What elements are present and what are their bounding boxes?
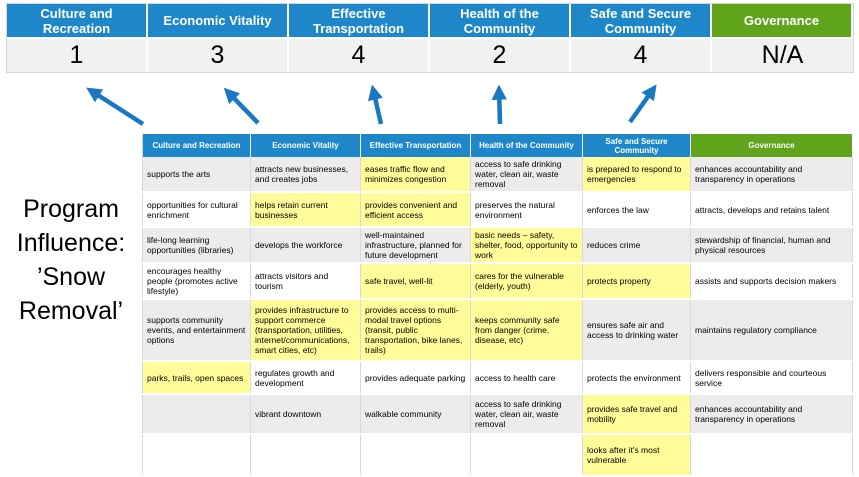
matrix-row-4 [143, 263, 853, 299]
matrix-cell [143, 394, 251, 434]
matrix-cell: attracts new businesses, and creates jobs [251, 157, 361, 192]
influence-matrix [142, 134, 853, 477]
matrix-cell: attracts, develops and retains talent [691, 192, 853, 227]
matrix-cell [471, 434, 583, 476]
summary-score-2: 3 [148, 39, 289, 72]
matrix-cell: basic needs – safety, shelter, food, opportunity to work [471, 227, 583, 263]
matrix-cell: supports community events, and entertainment options [143, 299, 251, 361]
matrix-cell: regulates growth and development [251, 361, 361, 394]
summary-score-5: 4 [571, 39, 712, 72]
matrix-cell [691, 434, 853, 476]
matrix-cell: walkable community [361, 394, 471, 434]
summary-header-6: Governance [712, 4, 853, 37]
matrix-cell: provides safe travel and mobility [583, 394, 691, 434]
matrix-cell: parks, trails, open spaces [143, 361, 251, 394]
matrix-cell: maintains regulatory compliance [691, 299, 853, 361]
matrix-cell: ensures safe air and access to drinking water [583, 299, 691, 361]
matrix-cell: protects the environment [583, 361, 691, 394]
matrix-cell: supports the arts [143, 157, 251, 192]
matrix-cell: helps retain current businesses [251, 192, 361, 227]
matrix-cell: vibrant downtown [251, 394, 361, 434]
summary-header-2: Economic Vitality [148, 4, 289, 37]
matrix-row-2 [143, 192, 853, 227]
matrix-col-header-5: Safe and Secure Community [583, 134, 691, 157]
matrix-cell: enhances accountability and transparency in operations [691, 157, 853, 192]
matrix-row-3 [143, 227, 853, 263]
summary-score-6: N/A [712, 39, 853, 72]
matrix-cell: provides access to multi-modal travel options (transit, public transportation, bike lanes, trails) [361, 299, 471, 361]
matrix-cell: keeps community safe from danger (crime, disease, etc) [471, 299, 583, 361]
matrix-col-header-6: Governance [691, 134, 853, 157]
matrix-cell [143, 434, 251, 476]
matrix-cell: develops the workforce [251, 227, 361, 263]
matrix-cell: protects property [583, 263, 691, 299]
matrix-cell: attracts visitors and tourism [251, 263, 361, 299]
matrix-cell: well-maintained infrastructure, planned for future development [361, 227, 471, 263]
matrix-cell: cares for the vulnerable (elderly, youth) [471, 263, 583, 299]
matrix-row-6 [143, 361, 853, 394]
summary-score-1: 1 [7, 39, 148, 72]
matrix-cell: eases traffic flow and minimizes congestion [361, 157, 471, 192]
matrix-cell: provides convenient and efficient access [361, 192, 471, 227]
matrix-cell: delivers responsible and courteous service [691, 361, 853, 394]
matrix-cell: access to health care [471, 361, 583, 394]
matrix-row-7 [143, 394, 853, 434]
matrix-row-1 [143, 157, 853, 192]
summary-header-5: Safe and Secure Community [571, 4, 712, 37]
matrix-cell: provides adequate parking [361, 361, 471, 394]
matrix-cell: opportunities for cultural enrichment [143, 192, 251, 227]
matrix-cell: reduces crime [583, 227, 691, 263]
matrix-cell: looks after it's most vulnerable [583, 434, 691, 476]
matrix-cell: preserves the natural environment [471, 192, 583, 227]
influence-arrows [0, 0, 859, 134]
matrix-col-header-1: Culture and Recreation [143, 134, 251, 157]
influence-arrow-2 [227, 91, 258, 123]
matrix-row-5 [143, 299, 853, 361]
influence-arrow-5 [630, 88, 654, 122]
matrix-cell: is prepared to respond to emergencies [583, 157, 691, 192]
influence-arrow-3 [373, 89, 381, 124]
matrix-col-header-3: Effective Transportation [361, 134, 471, 157]
matrix-cell [251, 434, 361, 476]
influence-arrow-1 [90, 90, 143, 124]
matrix-cell: enhances accountability and transparency in operations [691, 394, 853, 434]
matrix-cell [361, 434, 471, 476]
influence-arrow-4 [499, 89, 500, 124]
matrix-col-header-4: Health of the Community [471, 134, 583, 157]
matrix-cell: access to safe drinking water, clean air, waste removal [471, 394, 583, 434]
matrix-row-8 [143, 434, 853, 476]
summary-header-1: Culture and Recreation [7, 4, 148, 37]
matrix-cell: access to safe drinking water, clean air, waste removal [471, 157, 583, 192]
program-influence-title: Program Influence: ’Snow Removal’ [16, 195, 126, 325]
matrix-col-header-2: Economic Vitality [251, 134, 361, 157]
summary-header-4: Health of the Community [430, 4, 571, 37]
matrix-cell: enforces the law [583, 192, 691, 227]
summary-header-3: Effective Transportation [289, 4, 430, 37]
matrix-header-row [143, 134, 853, 157]
matrix-cell: life-long learning opportunities (libraries) [143, 227, 251, 263]
summary-score-3: 4 [289, 39, 430, 72]
matrix-cell: stewardship of financial, human and physical resources [691, 227, 853, 263]
summary-score-4: 2 [430, 39, 571, 72]
matrix-cell: encourages healthy people (promotes active lifestyle) [143, 263, 251, 299]
matrix-cell: assists and supports decision makers [691, 263, 853, 299]
matrix-cell: provides infrastructure to support commerce (transportation, utilities, internet/communications, smart cities, etc) [251, 299, 361, 361]
matrix-cell: safe travel, well-lit [361, 263, 471, 299]
